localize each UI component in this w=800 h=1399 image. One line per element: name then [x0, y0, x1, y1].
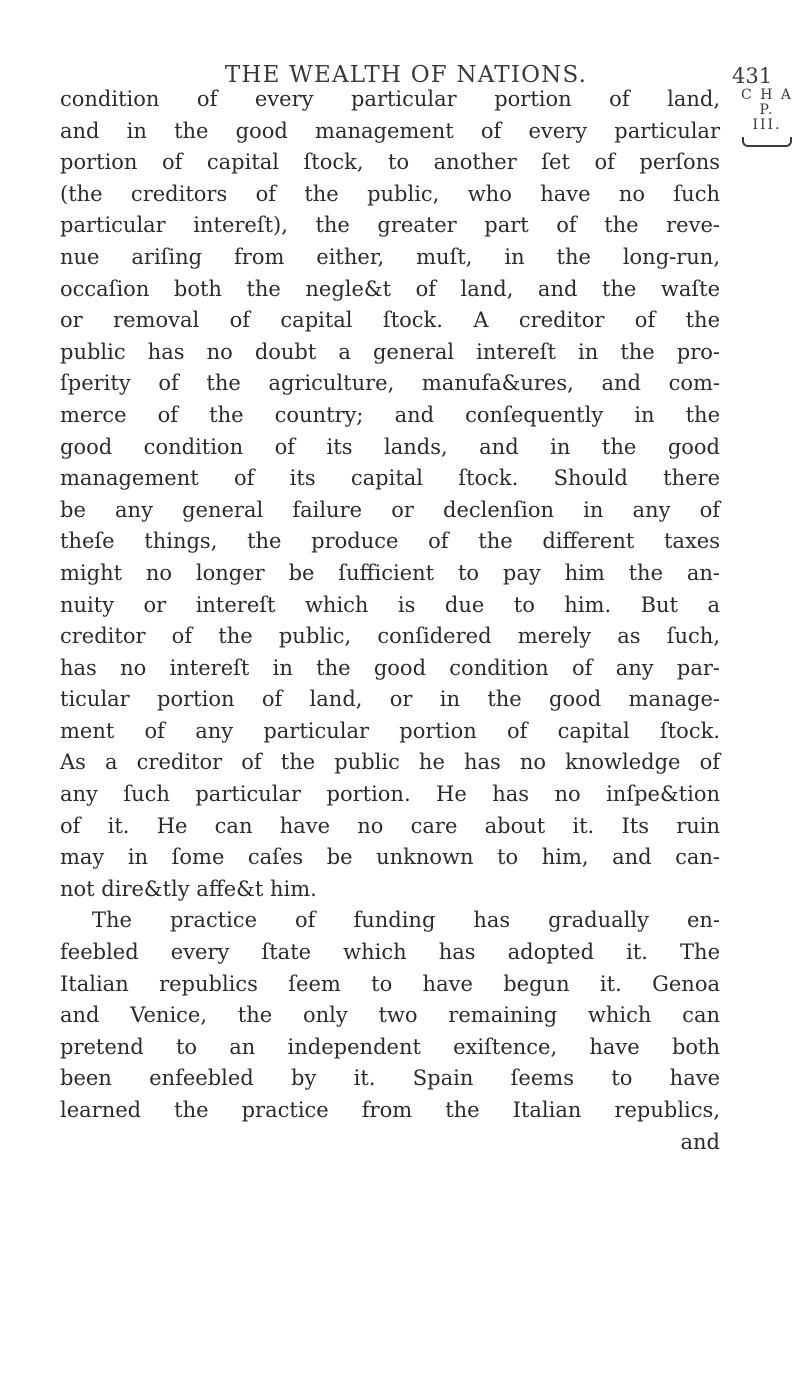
text-line: particular intereſt), the greater part of the reve-: [60, 213, 720, 238]
text-line: has no intereſt in the good condition of any par-: [60, 655, 720, 680]
chapter-number: III.: [752, 117, 782, 133]
text-line: Italian republics ſeem to have begun it. Genoa: [60, 971, 720, 996]
text-line: occaſion both the negle&t of land, and the waſte: [60, 276, 720, 301]
page-number: 431: [732, 64, 773, 88]
text-line: theſe things, the produce of the different taxes: [60, 529, 720, 554]
catchword: and: [680, 1129, 720, 1154]
running-head: THE WEALTH OF NATIONS.: [224, 62, 588, 88]
text-line: nuity or intereſt which is due to him. But a: [60, 592, 720, 617]
text-line: may in ſome caſes be unknown to him, and can-: [60, 845, 720, 870]
text-line: nue ariſing from either, muſt, in the long-run,: [60, 244, 720, 269]
text-line: or removal of capital ſtock. A creditor of the: [60, 308, 720, 333]
text-line: be any general failure or declenſion in any of: [60, 497, 720, 522]
text-line: creditor of the public, conſidered merely as ſuch,: [60, 624, 720, 649]
text-line: ticular portion of land, or in the good manage-: [60, 687, 720, 712]
text-line: management of its capital ſtock. Should there: [60, 466, 720, 491]
body-text: [60, 84, 720, 1158]
text-line: and Venice, the only two remaining which can: [60, 1003, 720, 1028]
text-line: pretend to an independent exiſtence, have both: [60, 1034, 720, 1059]
text-line-paragraph-start: The practice of funding has gradually en-: [92, 908, 720, 933]
text-line: might no longer be ſufficient to pay him the an-: [60, 560, 720, 585]
text-line: condition of every particular portion of land,: [60, 87, 720, 111]
text-line-paragraph-end: not dire&tly affe&t him.: [60, 876, 317, 901]
text-line: ment of any particular portion of capital ſtock.: [60, 718, 720, 743]
text-line: feebled every ſtate which has adopted it. The: [60, 940, 720, 965]
text-line: learned the practice from the Italian republics,: [60, 1098, 720, 1122]
text-line: public has no doubt a general intereſt in the pro-: [60, 339, 720, 364]
text-line: and in the good management of every particular: [60, 118, 720, 143]
brace-mark: [742, 137, 792, 147]
text-line: As a creditor of the public he has no knowledge of: [60, 750, 720, 775]
text-line: portion of capital ſtock, to another ſet of perſons: [60, 150, 720, 175]
chapter-margin-note: [734, 88, 800, 147]
text-line: any ſuch particular portion. He has no inſpe&tion: [60, 782, 720, 807]
text-line: been enfeebled by it. Spain ſeems to have: [60, 1066, 720, 1091]
text-line: (the creditors of the public, who have no ſuch: [60, 181, 720, 206]
text-line: ſperity of the agriculture, manufa&ures, and com-: [60, 371, 720, 396]
text-line: of it. He can have no care about it. Its ruin: [60, 813, 720, 838]
text-line: merce of the country; and conſequently in the: [60, 402, 720, 427]
chapter-label: C H A P.: [741, 87, 793, 118]
text-line: good condition of its lands, and in the good: [60, 434, 720, 459]
